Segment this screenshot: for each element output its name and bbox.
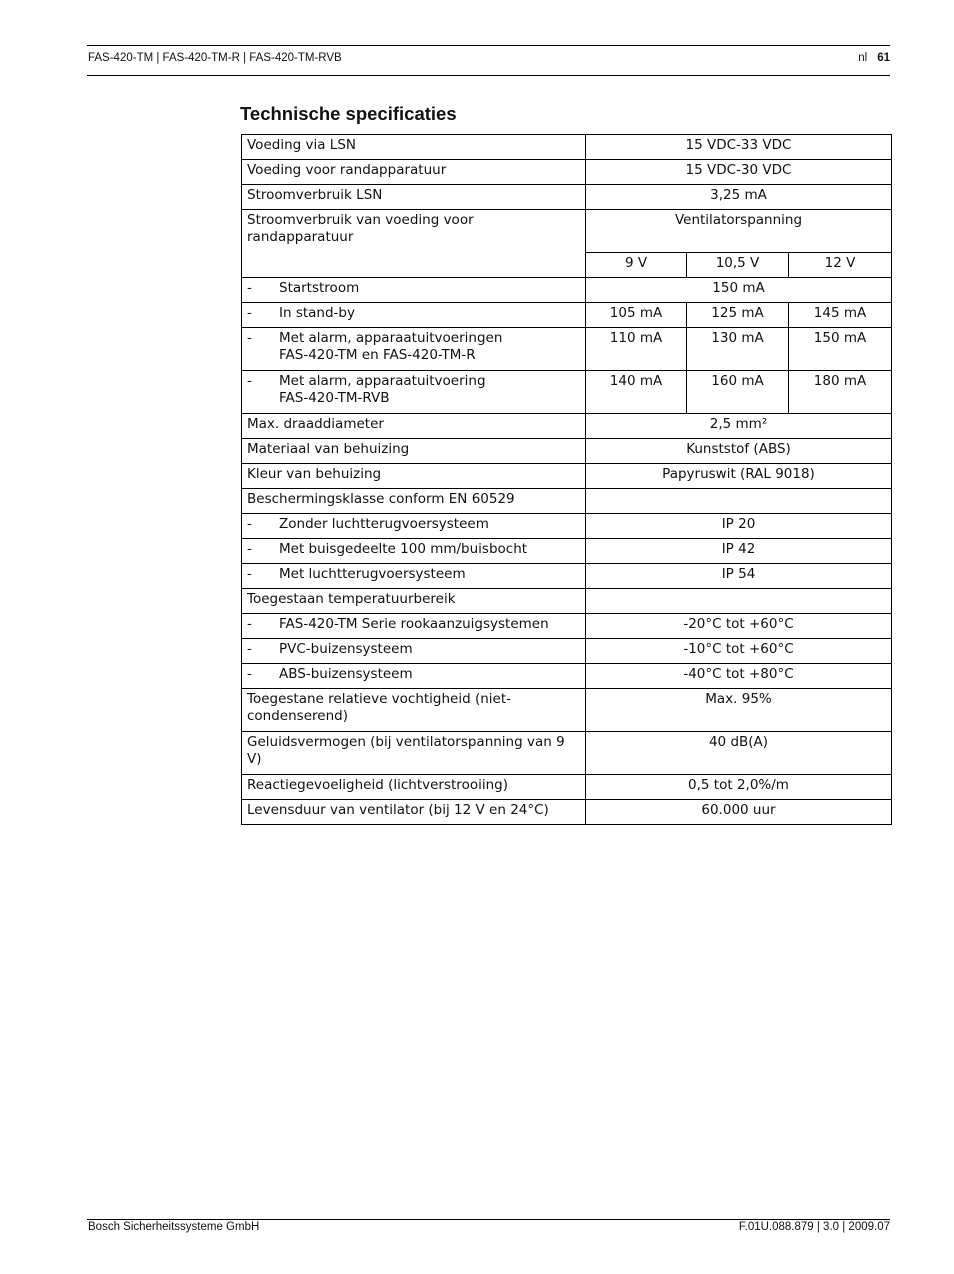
spec-value: IP 42: [586, 539, 892, 564]
spec-label: [242, 371, 586, 414]
bullet-dash: -: [247, 305, 252, 321]
table-row: [242, 775, 892, 800]
spec-value: 110 mA: [586, 328, 687, 371]
header-page-number: 61: [877, 52, 890, 64]
table-row: [242, 689, 892, 732]
footer-document-number: F.01U.088.879 | 3.0 | 2009.07: [738, 1221, 890, 1233]
table-row: [242, 414, 892, 439]
header-product-names: FAS-420-TM | FAS-420-TM-R | FAS-420-TM-RVB: [88, 52, 342, 64]
bullet-dash: -: [247, 541, 252, 557]
table-row: [242, 303, 892, 328]
bullet-dash: -: [247, 666, 252, 682]
spec-label: [242, 328, 586, 371]
table-row: [242, 135, 892, 160]
label-line: FAS-420-TM-RVB: [279, 390, 390, 406]
bullet-dash: -: [247, 373, 252, 389]
spec-label-text: Met luchtterugvoersysteem: [279, 566, 466, 582]
table-row: [242, 160, 892, 185]
spec-label-text: ABS-buizensysteem: [279, 666, 413, 682]
spec-value: IP 20: [586, 514, 892, 539]
table-row: [242, 185, 892, 210]
bullet-dash: -: [247, 516, 252, 532]
bullet-dash: -: [247, 641, 252, 657]
spec-label: [242, 639, 586, 664]
spec-label: [242, 539, 586, 564]
table-row: [242, 278, 892, 303]
spec-label-text: [279, 330, 502, 364]
spec-label: Stroomverbruik LSN: [242, 185, 586, 210]
table-row: [242, 328, 892, 371]
header-language: nl: [858, 52, 868, 64]
spec-label-text: Startstroom: [279, 280, 360, 296]
spec-value: 15 VDC-33 VDC: [586, 135, 892, 160]
bullet-dash: -: [247, 280, 252, 296]
spec-label: Voeding via LSN: [242, 135, 586, 160]
spec-label: Beschermingsklasse conform EN 60529: [242, 489, 586, 514]
spec-value: -10°C tot +60°C: [586, 639, 892, 664]
label-line: Met alarm, apparaatuitvoeringen: [279, 330, 503, 346]
spec-value: [586, 589, 892, 614]
spec-value: 160 mA: [687, 371, 789, 414]
spec-value: 125 mA: [687, 303, 789, 328]
header-page-info: [858, 52, 890, 64]
spec-label: [242, 514, 586, 539]
spec-value: 130 mA: [687, 328, 789, 371]
table-row: [242, 371, 892, 414]
spec-value: Max. 95%: [586, 689, 892, 732]
spec-value: -40°C tot +80°C: [586, 664, 892, 689]
table-row: [242, 614, 892, 639]
spec-value: 180 mA: [789, 371, 892, 414]
spec-label-text: PVC-buizensysteem: [279, 641, 413, 657]
spec-label-text: Met buisgedeelte 100 mm/buisbocht: [279, 541, 528, 557]
spec-label-text: Zonder luchtterugvoersysteem: [279, 516, 489, 532]
bullet-dash: -: [247, 330, 252, 346]
table-row: [242, 539, 892, 564]
spec-value: 145 mA: [789, 303, 892, 328]
spec-value: Ventilatorspanning: [586, 210, 892, 253]
spec-table: [241, 134, 892, 825]
table-row: [242, 489, 892, 514]
spec-label: [242, 278, 586, 303]
bullet-dash: -: [247, 566, 252, 582]
spec-value: Papyruswit (RAL 9018): [586, 464, 892, 489]
spec-value: 40 dB(A): [586, 732, 892, 775]
spec-value: IP 54: [586, 564, 892, 589]
spec-value: 2,5 mm²: [586, 414, 892, 439]
spec-value: 60.000 uur: [586, 800, 892, 825]
bullet-dash: -: [247, 616, 252, 632]
table-row: [242, 800, 892, 825]
spec-label: [242, 303, 586, 328]
spec-label: Materiaal van behuizing: [242, 439, 586, 464]
spec-value: 105 mA: [586, 303, 687, 328]
spec-label-text: FAS-420-TM Serie rookaanzuigsystemen: [279, 616, 549, 632]
spec-value: 15 VDC-30 VDC: [586, 160, 892, 185]
spec-value: -20°C tot +60°C: [586, 614, 892, 639]
table-row: [242, 439, 892, 464]
table-row: [242, 514, 892, 539]
table-row: [242, 639, 892, 664]
page-header: [87, 45, 890, 76]
spec-label: [242, 664, 586, 689]
label-line: FAS-420-TM en FAS-420-TM-R: [279, 347, 476, 363]
spec-value: 0,5 tot 2,0%/m: [586, 775, 892, 800]
spec-value: 150 mA: [789, 328, 892, 371]
table-row: [242, 664, 892, 689]
section-title: Technische specificaties: [240, 103, 457, 124]
spec-label: Max. draaddiameter: [242, 414, 586, 439]
voltage-header: 9 V: [586, 253, 687, 278]
table-row: [242, 589, 892, 614]
spec-label: [242, 614, 586, 639]
table-row: [242, 564, 892, 589]
spec-label: [242, 564, 586, 589]
spec-value: 3,25 mA: [586, 185, 892, 210]
page-footer: [87, 1219, 890, 1240]
label-line: Met alarm, apparaatuitvoering: [279, 373, 486, 389]
table-row: [242, 732, 892, 775]
spec-value: Kunststof (ABS): [586, 439, 892, 464]
spec-label: Toegestaan temperatuurbereik: [242, 589, 586, 614]
spec-value: 150 mA: [586, 278, 892, 303]
table-row: [242, 210, 892, 253]
spec-label: Geluidsvermogen (bij ventilatorspanning van 9 V): [242, 732, 586, 775]
spec-label-text: [279, 373, 486, 407]
spec-label: Stroomverbruik van voeding voor randapparatuur: [242, 210, 586, 278]
voltage-header: 10,5 V: [687, 253, 789, 278]
spec-label: Toegestane relatieve vochtigheid (niet-condenserend): [242, 689, 586, 732]
spec-label-text: In stand-by: [279, 305, 355, 321]
spec-value: [586, 489, 892, 514]
spec-value: 140 mA: [586, 371, 687, 414]
voltage-header: 12 V: [789, 253, 892, 278]
footer-company: Bosch Sicherheitssysteme GmbH: [88, 1221, 260, 1233]
table-row: [242, 464, 892, 489]
spec-label: Kleur van behuizing: [242, 464, 586, 489]
spec-label: Voeding voor randapparatuur: [242, 160, 586, 185]
spec-label: Levensduur van ventilator (bij 12 V en 24°C): [242, 800, 586, 825]
spec-label: Reactiegevoeligheid (lichtverstrooiing): [242, 775, 586, 800]
